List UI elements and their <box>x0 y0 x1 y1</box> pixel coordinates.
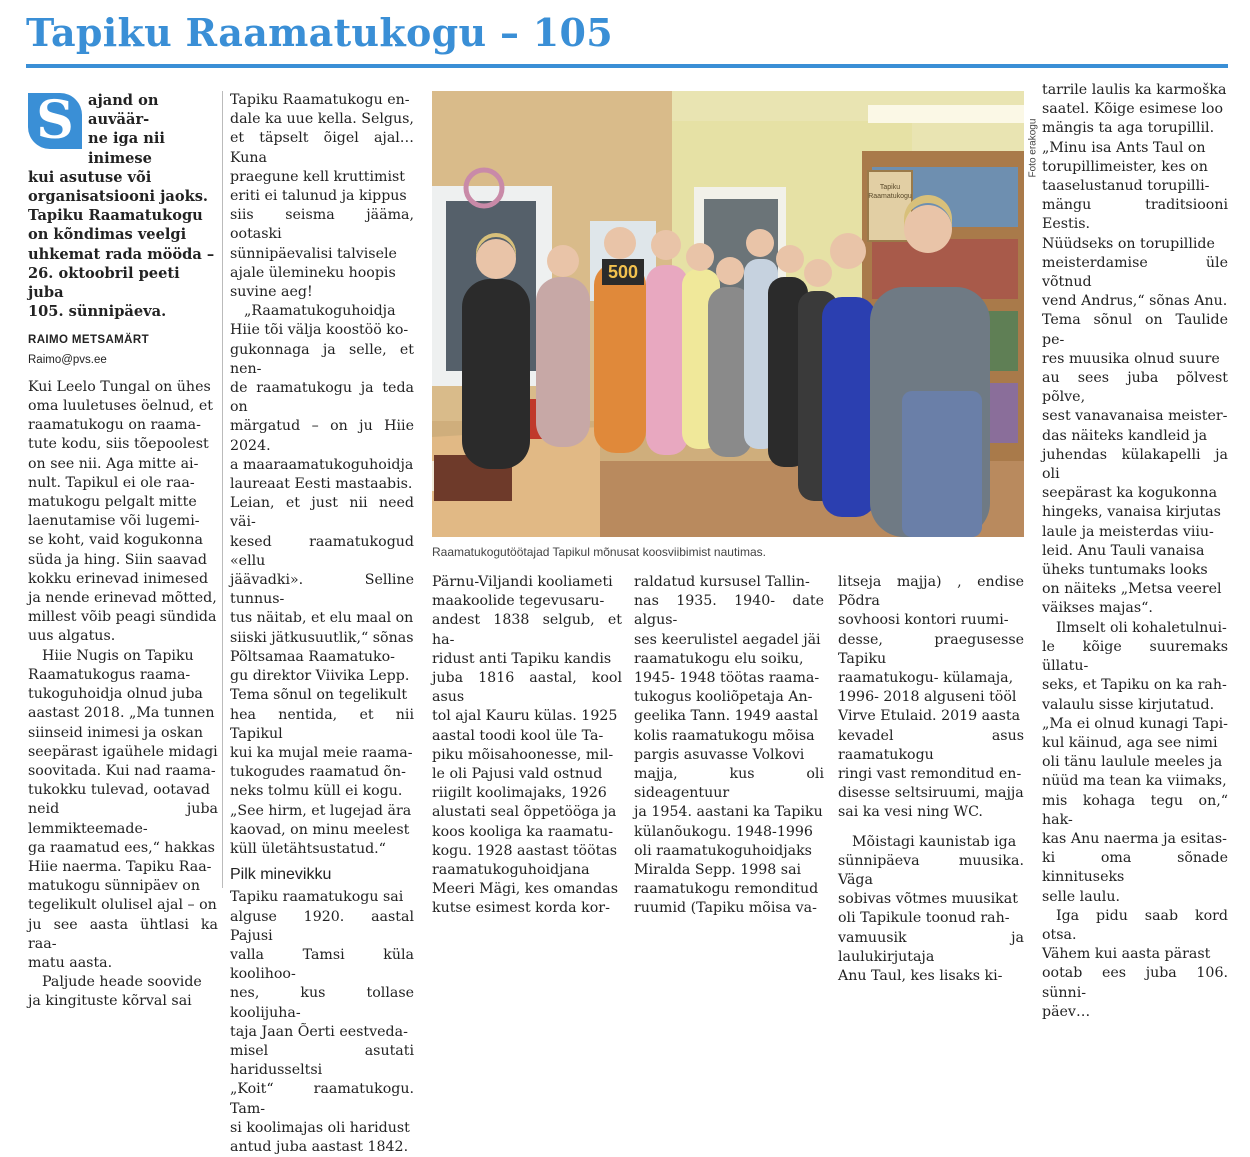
photo-caption: Raamatukogutöötajad Tapikul mõnusat koosviibimist nautimas. <box>432 545 766 559</box>
author-email[interactable]: Raimo@pvs.ee <box>28 353 107 366</box>
body-paragraph: litseja majja) , endise Põdra sovhoosi kontori ruumi- desse, praegusesse Tapiku raamatukogu- külamaja, 1996- 2018 alguseni tööl Virve Etulaid. 2019 aasta kevadel asus raamatukogu ringi vast remonditud en- disesse seltsiruumi, majja sai ka vesi ning WC. <box>838 574 1024 821</box>
column-3 <box>432 573 622 919</box>
body-paragraph: raldatud kursusel Tallin- nas 1935. 1940- date algus- ses keerulistel aegadel jäi raamatukogu elu soiku, 1945- 1948 töötas raama- tukogus kooliõpetaja An- geelika Tann. 1949 aastal kolis raamatukogu mõisa pargis asuvasse Volkovi majja, kus oli sideagentuur ja 1954. aastani ka Tapiku külanõukogu. 1948-1996 oli raamatukoguhoidjaks Miralda Sepp. 1998 sai raamatukogu remonditud ruumid (Tapiku mõisa va- <box>634 574 824 917</box>
section-subhead: Pilk minevikku <box>230 866 332 884</box>
column-4 <box>634 573 824 919</box>
body-paragraph: Tapiku Raamatukogu en- dale ka uue kella. Selgus, et täpselt õigel ajal… Kuna praegune kell kruttimist eriti ei talunud ja kippus siis seisma jääma, ootaski sünnipäevalisi talvisele ajale ülemineku hoopis suvine aeg! <box>230 92 414 301</box>
poster-number: 500 <box>602 259 644 285</box>
photo-credit <box>1026 91 1040 181</box>
library-sign: Tapiku Raamatukogu <box>868 184 912 200</box>
body-paragraph: Pärnu-Viljandi kooliameti maakoolide tegevusaru- andest 1838 selgub, et ha- ridust anti Tapiku kandis juba 1816 aastal, kool asus tol ajal Kauru külas. 1925 aastal toodi kool üle Ta- piku mõisahoonesse, mil- le oli Pajusi vald ostnud riigilt koolimajaks, 1926 alustati seal õppetööga ja koos kooliga ka raamatu- kogu. 1928 aastast töötas raamatukoguhoidjana Meeri Mägi, kes omandas kutse esimest korda kor- <box>432 574 622 917</box>
body-paragraph: Ilmselt oli kohaletulnui- le kõige suuremaks üllatu- seks, et Tapiku on ka rah- valaulu sisse kirjutatud. „Ma ei olnud kunagi Tapi- kul käinud, aga see nimi oli tänu laulule meeles ja nüüd ma tean ka viimaks, mis kohaga tegu on,“ hak- kas Anu naerma ja esitas- ki oma sõnade kinnituseks selle laulu. <box>1042 619 1228 905</box>
body-paragraph: Paljude heade soovide ja kingituste kõrval sai <box>28 974 202 1010</box>
group-photo <box>432 91 1024 537</box>
photo-credit-text: Foto erakogu <box>1027 118 1039 178</box>
column-divider <box>222 91 223 888</box>
dropcap: S <box>28 93 82 149</box>
headline: Tapiku Raamatukogu – 105 <box>26 10 614 55</box>
author-name: RAIMO METSAMÄRT <box>28 334 149 347</box>
body-paragraph: tarrile laulis ka karmoška saatel. Kõige esimese loo mängis ta aga torupillil. „Minu isa Ants Taul on torupillimeister, kes on taaselustanud torupilli- mängu traditsiooni Eestis. Nüüdseks on torupillide meisterdamise üle võtnud vend Andrus,“ sõnas Anu. Tema sõnul on Taulide pe- res muusika olnud suure au sees juba põlvest põlve, sest vanavanaisa meister- das näiteks kandleid ja juhendas külakapelli ja oli seepärast ka kogukonna hingeks, vanaisa kirjutas laule ja meisterdas viiu- leid. Anu Tauli vanaisa üheks tuntumaks looks on näiteks „Metsa veerel väikses majas“. <box>1042 82 1228 617</box>
lead-paragraph: ajand on auväär- ne iga nii inimese kui asutuse või organisatsiooni jaoks. Tapiku Raamatukogu on kõndimas veelgi uhkemat rada mööda – 26. oktoobril peeti juba 105. sünnipäeva. <box>28 92 215 321</box>
headline-rule <box>26 64 1228 68</box>
column-2 <box>230 91 414 1157</box>
body-paragraph: Kui Leelo Tungal on ühes oma luuletuses öelnud, et raamatukogu on raama- tute kodu, siis tõepoolest on see nii. Aga mitte ai- nult. Tapikul ei ole raa- matukogu pelgalt mitte laenutamise või lugemi- se koht, vaid kogukonna süda ja hing. Siin saavad kokku erinevad inimesed ja nende erinevad mõtted, millest võib peagi sündida uus algatus. <box>28 378 217 645</box>
column-5 <box>838 573 1024 986</box>
body-paragraph: „Raamatukoguhoidja Hiie tõi välja koostöö ko- gukonnaga ja selle, et nen- de raamatukogu ja teda on märgatud – on ju Hiie 2024. a maaraamatukoguhoidja laureaat Eesti mastaabis. Leian, et just nii need väi- kesed raamatukogud «ellu jäävadki». Selline tunnus- tus näitab, et elu maal on siiski jätkusuutlik,“ sõnas Põltsamaa Raamatuko- gu direktor Viivika Lepp. Tema sõnul on tegelikult hea nentida, et nii Tapikul kui ka mujal meie raama- tukogudes raamatud õn- neks tolmu küll ei kogu. „See hirm, et lugejad ära kaovad, on minu meelest küll ületähtsustatud.“ <box>230 303 414 857</box>
body-paragraph: Mõistagi kaunistab iga sünnipäeva muusika. Väga sobivas võtmes muusikat oli Tapikule toonud rah- vamuusik ja laulukirjutaja Anu Taul, kes lisaks ki- <box>838 833 1024 985</box>
body-paragraph: Tapiku raamatukogu sai alguse 1920. aastal Pajusi valla Tamsi küla koolihoo- nes, kus tollase koolijuha- taja Jaan Õerti eestveda- misel asutati haridusseltsi „Koit“ raamatukogu. Tam- si koolimajas oli haridust antud juba aastast 1842. <box>230 889 414 1155</box>
column-1 <box>28 91 218 1012</box>
body-paragraph: Iga pidu saab kord otsa. Vähem kui aasta pärast ootab ees juba 106. sünni- päev… <box>1042 907 1228 1020</box>
column-6 <box>1042 81 1228 1022</box>
body-paragraph: Hiie Nugis on Tapiku Raamatukogus raama- tukoguhoidja olnud juba aastast 2018. „Ma tunnen siinseid inimesi ja oskan seepärast igaühele midagi soovitada. Kui nad raama- tukokku tulevad, ootavad neid juba lemmikteemade- ga raamatud ees,“ hakkas Hiie naerma. Tapiku Raa- matukogu sünnipäev on tegelikult olulisel ajal – on ju see aasta ühtlasi ka raa- matu aasta. <box>28 647 218 971</box>
